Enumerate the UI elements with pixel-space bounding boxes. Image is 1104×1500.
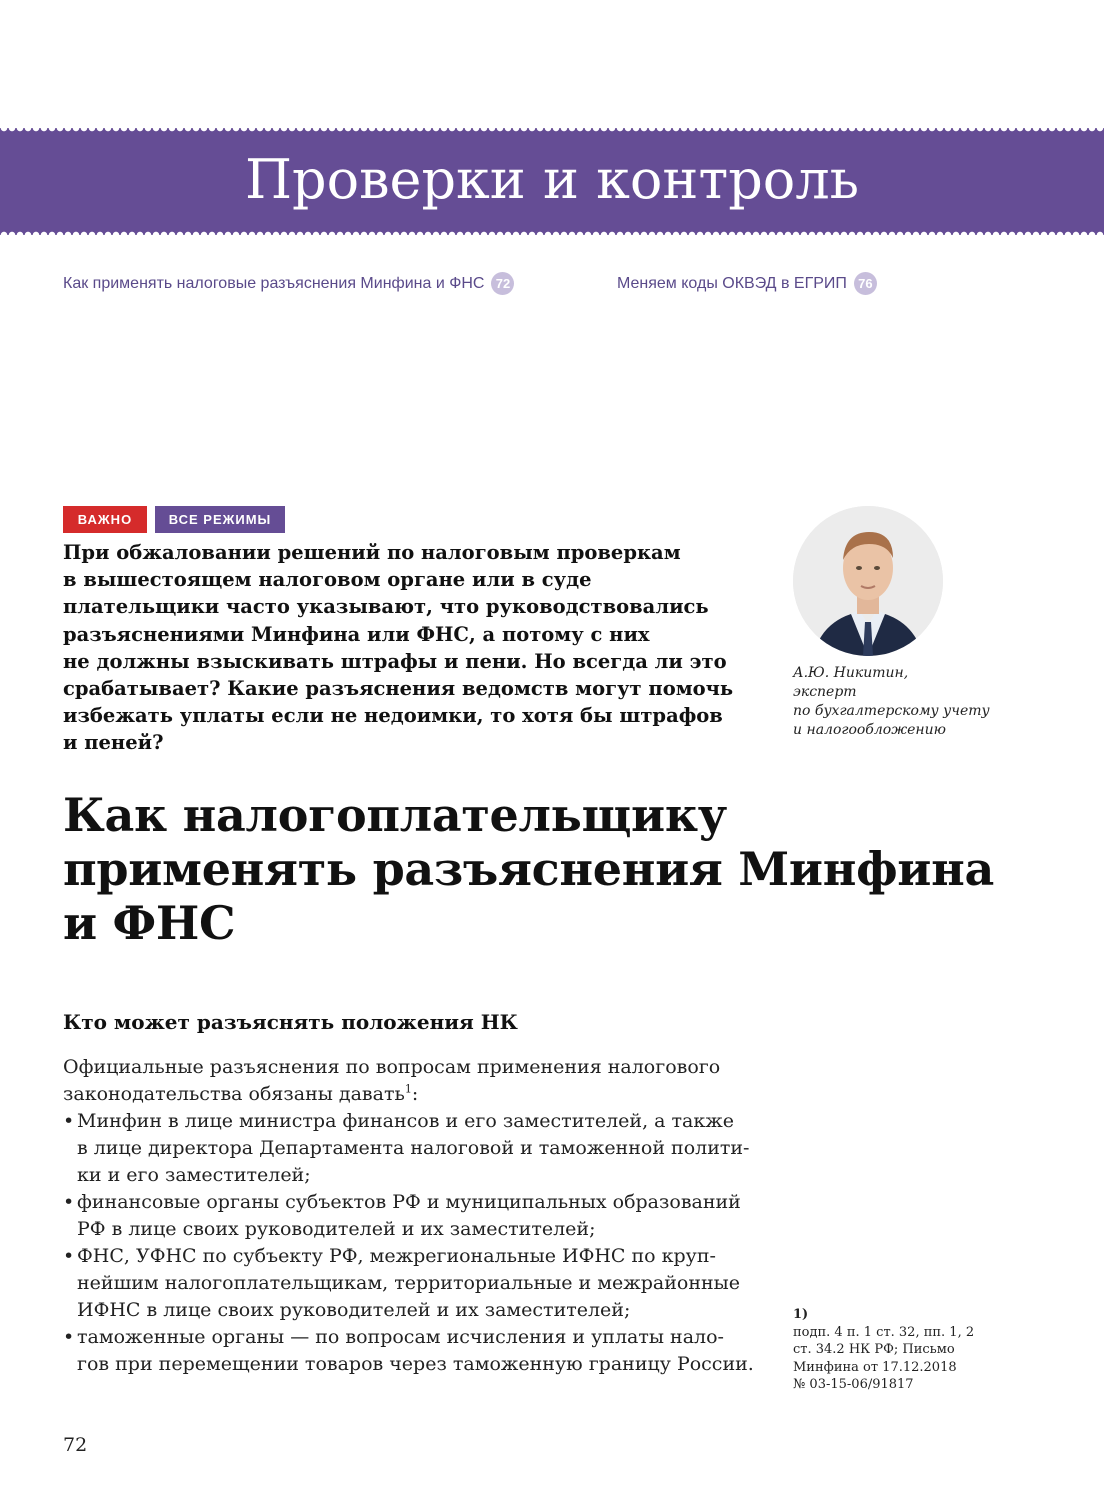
lead-line: срабатывает? Какие разъяснения ведомств могут помочь: [63, 677, 734, 701]
lead-line: и пеней?: [63, 731, 164, 755]
lead-paragraph: [63, 539, 753, 757]
bullet-icon: •: [63, 1191, 75, 1213]
list-item: • Минфин в лице министра финансов и его заместителей, а также в лице директора Департамента налоговой и таможенной полити- ки и его заместителей;: [63, 1110, 750, 1186]
lead-line: плательщики часто указывают, что руководствовались: [63, 595, 709, 619]
headline-line: применять разъяснения Минфина: [63, 842, 994, 896]
footnote-mark: 1): [793, 1307, 809, 1322]
toc-link-label: Как применять налоговые разъяснения Минфина и ФНС: [63, 274, 485, 292]
toc-link-label: Меняем коды ОКВЭД в ЕГРИП: [617, 274, 847, 292]
author-role: эксперт: [793, 684, 857, 700]
section-title: Проверки и контроль: [244, 148, 860, 211]
bullet-icon: •: [63, 1110, 75, 1132]
footnote-line: ст. 34.2 НК РФ; Письмо: [793, 1342, 955, 1357]
section-subheading: Кто может разъяснять положения НК: [63, 1010, 518, 1034]
author-name: А.Ю. Никитин,: [793, 665, 909, 681]
toc-page-badge: 72: [491, 272, 514, 295]
section-banner: [0, 128, 1104, 235]
toc-page-badge: 76: [854, 272, 877, 295]
footnote: [793, 1306, 974, 1394]
lead-line: избежать уплаты если не недоимки, то хотя бы штрафов: [63, 704, 723, 728]
article-body: [63, 1054, 753, 1378]
footnote-line: № 03-15-06/91817: [793, 1377, 914, 1392]
important-tag: ВАЖНО: [63, 506, 147, 533]
footnote-ref: 1: [404, 1082, 412, 1096]
lead-line: в вышестоящем налоговом органе или в суде: [63, 568, 592, 592]
body-line: законодательства обязаны давать$^1$:: [63, 1082, 419, 1105]
author-role: и налогообложению: [793, 722, 946, 738]
toc-link-explanations[interactable]: [63, 272, 514, 295]
page-number: 72: [63, 1434, 88, 1456]
article-headline: [63, 788, 1063, 950]
headline-line: и ФНС: [63, 896, 236, 950]
list-item: • финансовые органы субъектов РФ и муниципальных образований РФ в лице своих руководителей и их заместителей;: [63, 1191, 741, 1240]
lead-line: разъяснениями Минфина или ФНС, а потому с них: [63, 622, 650, 646]
author-caption: [793, 664, 990, 740]
footnote-line: 1) подп. 4 п. 1 ст. 32, пп. 1, 2: [793, 1307, 975, 1340]
author-portrait-icon: [793, 506, 943, 656]
headline-line: Как налогоплательщику: [63, 788, 727, 842]
bullet-icon: •: [63, 1245, 75, 1267]
lead-line: не должны взыскивать штрафы и пени. Но всегда ли это: [63, 649, 727, 673]
author-photo: [793, 506, 943, 656]
lead-line: При обжаловании решений по налоговым проверкам: [63, 541, 681, 564]
bullet-icon: •: [63, 1326, 75, 1348]
footnote-line: Минфина от 17.12.2018: [793, 1359, 957, 1375]
toc-link-okved[interactable]: [617, 272, 877, 295]
body-line: Официальные разъяснения по вопросам применения налогового: [63, 1056, 721, 1078]
list-item: • таможенные органы — по вопросам исчисления и уплаты нало- гов при перемещении товаров через таможенную границу России.: [63, 1326, 754, 1375]
list-item: • ФНС, УФНС по субъекту РФ, межрегиональные ИФНС по круп- нейшим налогоплательщикам, территориальные и межрайонные ИФНС в лице своих руководителей и их заместителей;: [63, 1245, 741, 1321]
all-regimes-tag: ВСЕ РЕЖИМЫ: [155, 506, 285, 533]
author-role: по бухгалтерскому учету: [793, 703, 990, 719]
